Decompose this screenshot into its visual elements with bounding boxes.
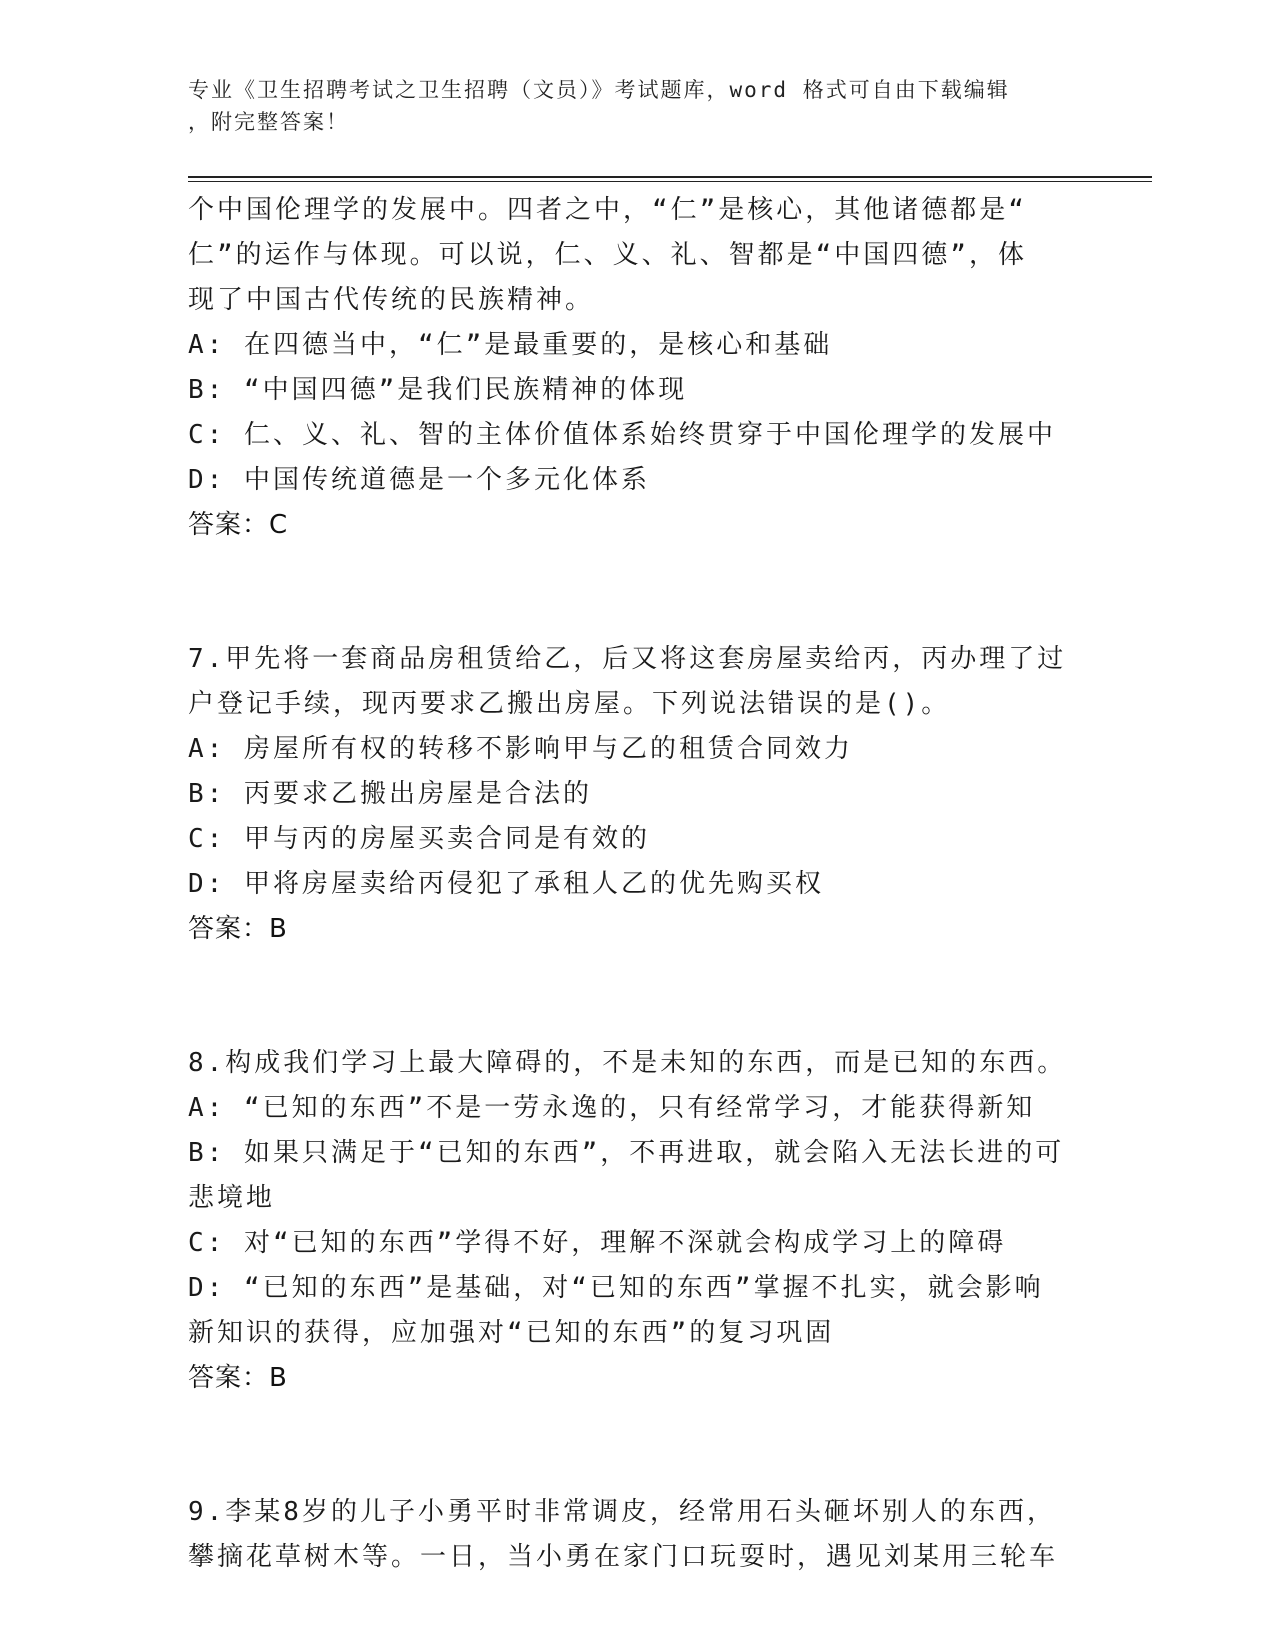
option-c: C: 仁、义、礼、智的主体价值体系始终贯穿于中国伦理学的发展中 xyxy=(188,420,1056,450)
question-6-continuation xyxy=(188,188,1088,548)
header-divider-thick xyxy=(188,176,1152,178)
option-d: D: 甲将房屋卖给丙侵犯了承租人乙的优先购买权 xyxy=(188,869,824,899)
answer-line: 答案：B xyxy=(188,1363,288,1393)
document-header xyxy=(188,74,1068,138)
option-b: B: “中国四德”是我们民族精神的体现 xyxy=(188,375,688,405)
option-c: C: 甲与丙的房屋买卖合同是有效的 xyxy=(188,824,650,854)
option-c: C: 对“已知的东西”学得不好，理解不深就会构成学习上的障碍 xyxy=(188,1228,1007,1258)
question-8 xyxy=(188,1041,1088,1401)
document-body xyxy=(188,188,1088,1580)
option-a: A: 在四德当中，“仁”是最重要的，是核心和基础 xyxy=(188,330,833,360)
option-a: A: 房屋所有权的转移不影响甲与乙的租赁合同效力 xyxy=(188,734,853,764)
question-9 xyxy=(188,1490,1088,1580)
answer-line: 答案：C xyxy=(188,510,289,540)
header-divider-thin xyxy=(188,181,1152,182)
question-text-line: 攀摘花草树木等。一日，当小勇在家门口玩耍时，遇见刘某用三轮车 xyxy=(188,1542,1059,1572)
question-text-line: 个中国伦理学的发展中。四者之中，“仁”是核心，其他诸德都是“ xyxy=(188,195,1027,225)
option-d-continued: 新知识的获得，应加强对“已知的东西”的复习巩固 xyxy=(188,1318,835,1348)
spacer xyxy=(188,952,1088,1041)
option-b: B: 丙要求乙搬出房屋是合法的 xyxy=(188,779,592,809)
option-b-continued: 悲境地 xyxy=(188,1183,276,1213)
question-7 xyxy=(188,637,1088,952)
question-text-line: 仁”的运作与体现。可以说，仁、义、礼、智都是“中国四德”，体 xyxy=(188,240,1027,270)
option-d: D: 中国传统道德是一个多元化体系 xyxy=(188,465,650,495)
answer-line: 答案：B xyxy=(188,914,288,944)
question-text-line: 现了中国古代传统的民族精神。 xyxy=(188,285,595,315)
question-text-line: 8.构成我们学习上最大障碍的，不是未知的东西，而是已知的东西。 xyxy=(188,1048,1067,1078)
question-text-line: 7.甲先将一套商品房租赁给乙，后又将这套房屋卖给丙，丙办理了过 xyxy=(188,644,1067,674)
option-a: A: “已知的东西”不是一劳永逸的，只有经常学习，才能获得新知 xyxy=(188,1093,1036,1123)
header-line-1: 专业《卫生招聘考试之卫生招聘（文员）》考试题库，word 格式可自由下载编辑 xyxy=(188,78,1010,102)
option-b: B: 如果只满足于“已知的东西”，不再进取，就会陷入无法长进的可 xyxy=(188,1138,1065,1168)
question-text-line: 户登记手续，现丙要求乙搬出房屋。下列说法错误的是()。 xyxy=(188,689,951,719)
header-line-2: ，附完整答案！ xyxy=(188,110,349,134)
question-text-line: 9.李某8岁的儿子小勇平时非常调皮，经常用石头砸坏别人的东西， xyxy=(188,1497,1056,1527)
spacer xyxy=(188,548,1088,637)
option-d: D: “已知的东西”是基础，对“已知的东西”掌握不扎实，就会影响 xyxy=(188,1273,1044,1303)
spacer xyxy=(188,1401,1088,1490)
